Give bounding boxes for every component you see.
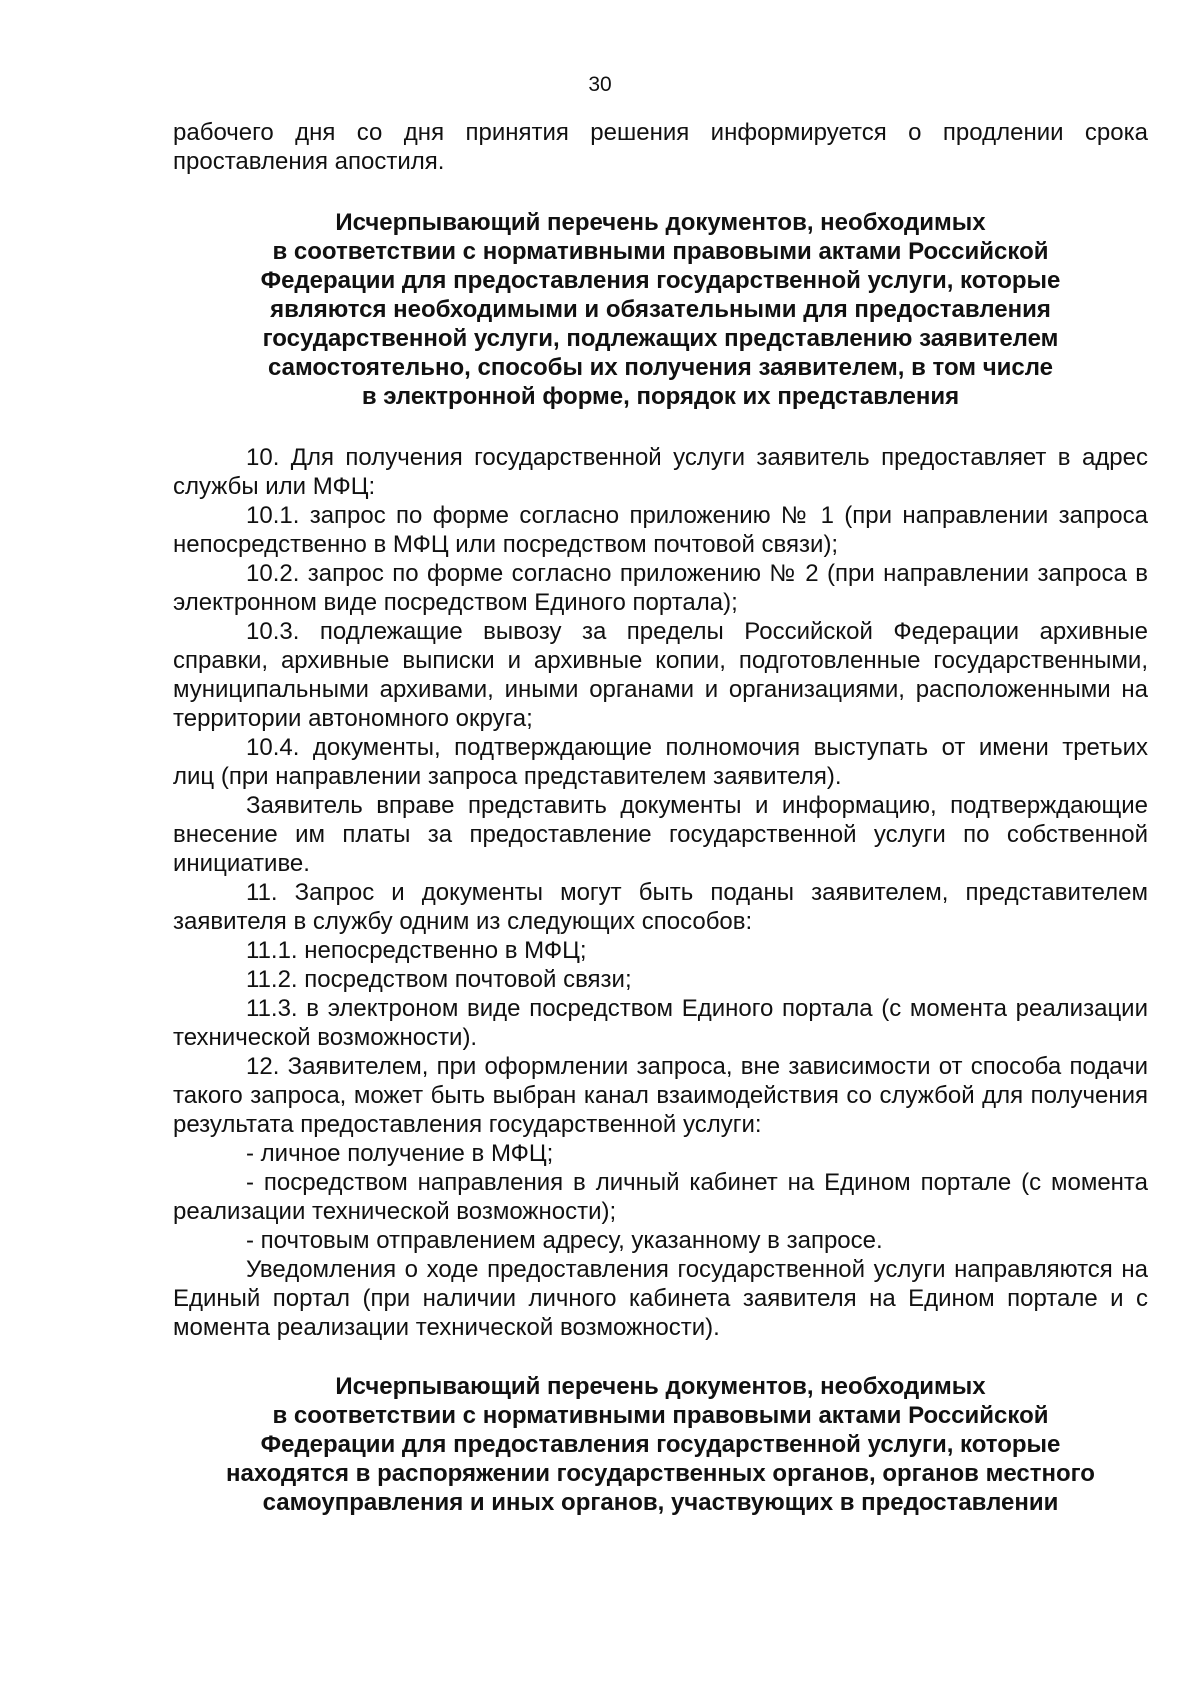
heading-line: Федерации для предоставления государственной услуги, которые (260, 267, 1061, 294)
document-body (173, 118, 1148, 1517)
spacer (173, 411, 1148, 443)
heading-line: самостоятельно, способы их получения заявителем, в том числе (267, 354, 1054, 381)
heading-line: Федерации для предоставления государственной услуги, которые (260, 1431, 1061, 1458)
page-number: 30 (588, 73, 612, 96)
paragraph-11: 11. Запрос и документы могут быть поданы заявителем, представителем заявителя в службу одним из следующих способов: (173, 879, 1148, 935)
paragraph-notifications: Уведомления о ходе предоставления государственной услуги направляются на Единый портал (при наличии личного кабинета заявителя на Едином портале и с момента реализации технической возможности). (173, 1256, 1148, 1341)
paragraph-10-3: 10.3. подлежащие вывозу за пределы Российской Федерации архивные справки, архивные выписки и архивные копии, подготовленные государственными, муниципальными архивами, иными органами и организациями, расположенными на территории автономного округа; (173, 618, 1148, 732)
list-item-mfc-pickup: - личное получение в МФЦ; (246, 1140, 554, 1167)
paragraph-10-1: 10.1. запрос по форме согласно приложению № 1 (при направлении запроса непосредственно в МФЦ или посредством почтовой связи); (173, 502, 1148, 558)
paragraph-10: 10. Для получения государственной услуги заявитель предоставляет в адрес службы или МФЦ: (173, 444, 1148, 500)
intro-paragraph: рабочего дня со дня принятия решения информируется о продлении срока проставления апостиля. (173, 119, 1148, 175)
spacer (173, 1342, 1148, 1372)
heading-line: Исчерпывающий перечень документов, необходимых (335, 1373, 986, 1400)
paragraph-12: 12. Заявителем, при оформлении запроса, вне зависимости от способа подачи такого запроса, может быть выбран канал взаимодействия со службой для получения результата предоставления государственной услуги: (173, 1053, 1148, 1138)
heading-line: являются необходимыми и обязательными для предоставления (270, 296, 1051, 323)
section-heading-documents-in-agencies (173, 1372, 1148, 1517)
paragraph-11-1: 11.1. непосредственно в МФЦ; (246, 937, 587, 964)
heading-line: в электронной форме, порядок их представления (361, 383, 960, 410)
heading-line: находятся в распоряжении государственных органов, органов местного (226, 1460, 1095, 1487)
heading-line: в соответствии с нормативными правовыми актами Российской (272, 1402, 1049, 1429)
paragraph-10-4: 10.4. документы, подтверждающие полномочия выступать от имени третьих лиц (при направлении запроса представителем заявителя). (173, 734, 1148, 790)
list-item-personal-cabinet: - посредством направления в личный кабинет на Едином портале (с момента реализации технической возможности); (173, 1169, 1148, 1225)
list-item-postal: - почтовым отправлением адресу, указанному в запросе. (246, 1227, 883, 1254)
section-heading-required-documents (173, 208, 1148, 411)
spacer (173, 176, 1148, 208)
paragraph-applicant-right: Заявитель вправе представить документы и информацию, подтверждающие внесение им платы за предоставление государственной услуги по собственной инициативе. (173, 792, 1148, 877)
heading-line: государственной услуги, подлежащих представлению заявителем (262, 325, 1059, 352)
heading-line: Исчерпывающий перечень документов, необходимых (335, 209, 986, 236)
heading-line: самоуправления и иных органов, участвующих в предоставлении (262, 1489, 1059, 1516)
paragraph-11-3: 11.3. в электроном виде посредством Единого портала (с момента реализации технической возможности). (173, 995, 1148, 1051)
paragraph-10-2: 10.2. запрос по форме согласно приложению № 2 (при направлении запроса в электронном виде посредством Единого портала); (173, 560, 1148, 616)
paragraph-11-2: 11.2. посредством почтовой связи; (246, 966, 632, 993)
heading-line: в соответствии с нормативными правовыми актами Российской (272, 238, 1049, 265)
